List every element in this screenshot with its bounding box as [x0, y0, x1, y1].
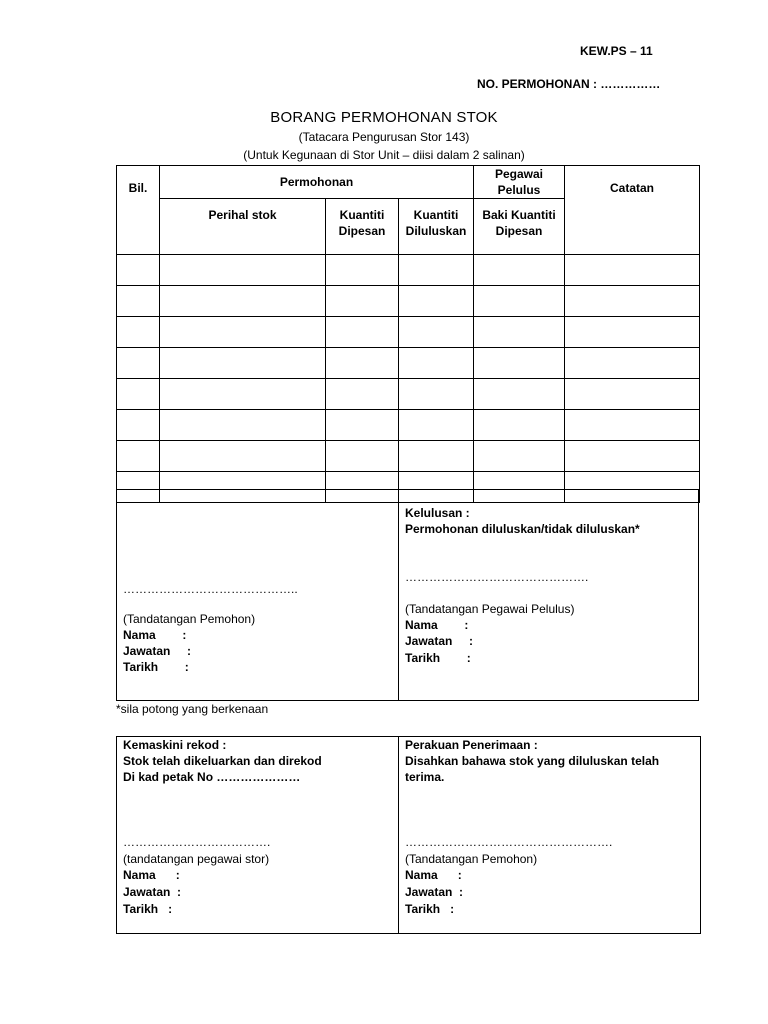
applicant-tarikh[interactable]: Tarikh :	[123, 660, 189, 674]
receipt-heading: Perakuan Penerimaan :	[405, 738, 538, 752]
cell-perihal[interactable]	[160, 286, 326, 317]
strike-out-note: *sila potong yang berkenaan	[116, 702, 269, 716]
stock-request-table	[116, 165, 700, 503]
cell-baki[interactable]	[474, 317, 565, 348]
cell-diluluskan[interactable]	[399, 441, 474, 472]
cell-diluluskan[interactable]	[399, 348, 474, 379]
applicant-signature-label: (Tandatangan Pemohon)	[123, 612, 256, 626]
cell-baki[interactable]	[474, 348, 565, 379]
applicant-nama[interactable]: Nama :	[123, 628, 187, 642]
cell-dipesan[interactable]	[326, 255, 399, 286]
cell-dipesan[interactable]	[326, 317, 399, 348]
header-permohonan: Permohonan	[160, 166, 474, 199]
cell-perihal[interactable]	[160, 410, 326, 441]
table-row	[117, 410, 700, 441]
cell-diluluskan[interactable]	[399, 410, 474, 441]
application-number: NO. PERMOHONAN : ……………	[477, 77, 661, 91]
header-perihal-stok: Perihal stok	[160, 199, 326, 255]
cell-bil[interactable]	[117, 441, 160, 472]
cell-bil[interactable]	[117, 317, 160, 348]
form-code: KEW.PS – 11	[580, 44, 653, 58]
cell-catatan[interactable]	[565, 286, 700, 317]
record-update-text: Stok telah dikeluarkan dan direkod	[123, 754, 322, 768]
cell-diluluskan[interactable]	[399, 379, 474, 410]
approver-signature-line[interactable]: ……………………………………….	[405, 570, 589, 584]
cell-baki[interactable]	[474, 379, 565, 410]
approver-tarikh[interactable]: Tarikh :	[405, 651, 471, 665]
cell-perihal[interactable]	[160, 317, 326, 348]
table-row	[117, 379, 700, 410]
cell-perihal[interactable]	[160, 379, 326, 410]
cell-catatan[interactable]	[565, 317, 700, 348]
cell-catatan[interactable]	[565, 255, 700, 286]
header-kuantiti-dipesan: Kuantiti Dipesan	[326, 199, 399, 255]
cell-perihal[interactable]	[160, 348, 326, 379]
table-row	[117, 441, 700, 472]
cell-catatan[interactable]	[565, 410, 700, 441]
store-officer-tarikh[interactable]: Tarikh :	[123, 902, 173, 916]
cell-bil[interactable]	[117, 255, 160, 286]
receiver-nama[interactable]: Nama :	[405, 868, 462, 882]
header-bil: Bil.	[117, 166, 160, 255]
table-row	[117, 255, 700, 286]
cell-bil[interactable]	[117, 410, 160, 441]
cell-perihal[interactable]	[160, 255, 326, 286]
approver-jawatan[interactable]: Jawatan :	[405, 634, 474, 648]
header-catatan: Catatan	[565, 166, 700, 255]
approver-signature-label: (Tandatangan Pegawai Pelulus)	[405, 602, 575, 616]
cell-dipesan[interactable]	[326, 410, 399, 441]
approver-nama[interactable]: Nama :	[405, 618, 469, 632]
applicant-jawatan[interactable]: Jawatan :	[123, 644, 192, 658]
cell-baki[interactable]	[474, 286, 565, 317]
cell-diluluskan[interactable]	[399, 317, 474, 348]
approval-heading: Kelulusan :	[405, 506, 470, 520]
receiver-signature-line[interactable]: …………………………………………….	[405, 835, 613, 849]
cell-dipesan[interactable]	[326, 379, 399, 410]
table-row	[117, 317, 700, 348]
cell-perihal[interactable]	[160, 441, 326, 472]
receipt-text-cont: terima.	[405, 770, 445, 784]
cell-bil[interactable]	[117, 348, 160, 379]
store-officer-nama[interactable]: Nama :	[123, 868, 180, 882]
header-kuantiti-diluluskan: Kuantiti Diluluskan	[399, 199, 474, 255]
header-baki-kuantiti: Baki Kuantiti Dipesan	[474, 199, 565, 255]
applicant-signature-line[interactable]: ……………………………………..	[123, 582, 298, 596]
cell-dipesan[interactable]	[326, 286, 399, 317]
form-subtitle-usage: (Untuk Kegunaan di Stor Unit – diisi dalam 2 salinan)	[243, 148, 525, 162]
table-row	[117, 286, 700, 317]
cell-baki[interactable]	[474, 441, 565, 472]
approval-text: Permohonan diluluskan/tidak diluluskan*	[405, 522, 640, 536]
cell-catatan[interactable]	[565, 348, 700, 379]
cell-dipesan[interactable]	[326, 348, 399, 379]
cell-catatan[interactable]	[565, 441, 700, 472]
receipt-text: Disahkan bahawa stok yang diluluskan telah	[405, 754, 660, 768]
stock-card-number[interactable]: Di kad petak No …………………	[123, 770, 301, 784]
receiver-tarikh[interactable]: Tarikh :	[405, 902, 455, 916]
cell-diluluskan[interactable]	[399, 255, 474, 286]
record-update-heading: Kemaskini rekod :	[123, 738, 227, 752]
store-officer-signature-label: (tandatangan pegawai stor)	[123, 852, 270, 866]
cell-catatan[interactable]	[565, 379, 700, 410]
cell-bil[interactable]	[117, 286, 160, 317]
cell-diluluskan[interactable]	[399, 286, 474, 317]
cell-baki[interactable]	[474, 410, 565, 441]
receiver-signature-label: (Tandatangan Pemohon)	[405, 852, 538, 866]
table-row	[117, 348, 700, 379]
receiver-jawatan[interactable]: Jawatan :	[405, 885, 464, 899]
cell-baki[interactable]	[474, 255, 565, 286]
store-officer-jawatan[interactable]: Jawatan :	[123, 885, 182, 899]
form-title: BORANG PERMOHONAN STOK	[270, 109, 498, 126]
store-officer-signature-line[interactable]: ……………………………….	[123, 835, 271, 849]
cell-dipesan[interactable]	[326, 441, 399, 472]
form-subtitle: (Tatacara Pengurusan Stor 143)	[298, 130, 470, 144]
cell-bil[interactable]	[117, 379, 160, 410]
header-pegawai-pelulus: Pegawai Pelulus	[474, 166, 565, 199]
